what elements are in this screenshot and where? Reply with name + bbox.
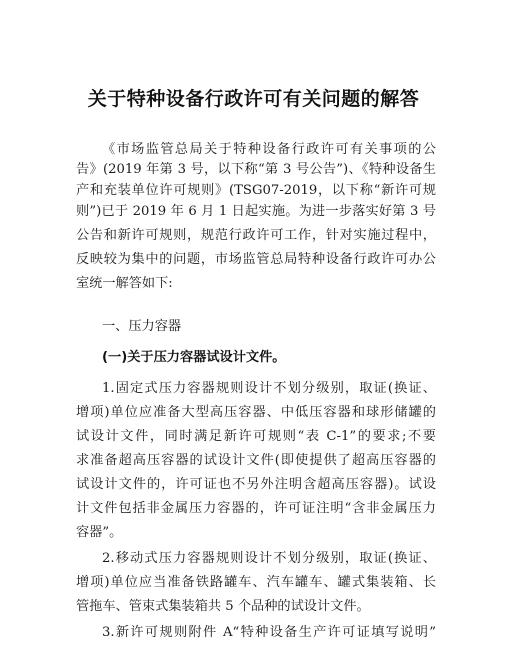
intro-line-1: 《市场监管总局关于特种设备行政许可有关事项的公 xyxy=(102,142,436,157)
intro-line-3: 产和充装单位许可规则》(TSG07-2019，以下称“新许可规 xyxy=(76,183,436,198)
para-1-line-7: 容器”。 xyxy=(76,525,123,540)
para-2-line-3: 管拖车、管束式集装箱共 5 个品种的试设计文件。 xyxy=(76,599,370,614)
subsection-heading-trial-design: (一)关于压力容器试设计文件。 xyxy=(102,350,286,365)
intro-line-5: 公告和新许可规则，规范行政许可工作，针对实施过程中， xyxy=(76,228,436,243)
intro-line-2: 告》(2019 年第 3 号，以下称“第 3 号公告”)、《特种设备生 xyxy=(76,162,436,177)
document-title: 关于特种设备行政许可有关问题的解答 xyxy=(87,88,420,110)
para-3-line-1: 3.新许可规则附件 A“特种设备生产许可证填写说明” xyxy=(102,625,436,640)
para-2-line-2: 增项)单位应当准备铁路罐车、汽车罐车、罐式集装箱、长 xyxy=(76,575,436,590)
para-1-line-3: 试设计文件，同时满足新许可规则“表 C-1”的要求;不要 xyxy=(76,429,436,444)
para-1-line-5: 试设计文件的，许可证也不另外注明含超高压容器)。试设 xyxy=(76,477,436,492)
para-1-line-6: 计文件包括非金属压力容器的，许可证注明“含非金属压力 xyxy=(76,501,436,516)
section-heading-pressure-vessels: 一、压力容器 xyxy=(102,319,182,334)
intro-line-4: 则”)已于 2019 年 6 月 1 日起实施。为进一步落实好第 3 号 xyxy=(76,204,436,219)
para-2-line-1: 2.移动式压力容器规则设计不划分级别，取证(换证、 xyxy=(102,551,436,566)
intro-line-6: 反映较为集中的问题，市场监管总局特种设备行政许可办公 xyxy=(76,252,436,267)
intro-line-7: 室统一解答如下: xyxy=(76,276,173,291)
para-1-line-2: 增项)单位应准备大型高压容器、中低压容器和球形储罐的 xyxy=(76,405,436,420)
para-1-line-1: 1.固定式压力容器规则设计不划分级别，取证(换证、 xyxy=(102,381,436,396)
para-1-line-4: 求准备超高压容器的试设计文件(即使提供了超高压容器的 xyxy=(76,453,436,468)
